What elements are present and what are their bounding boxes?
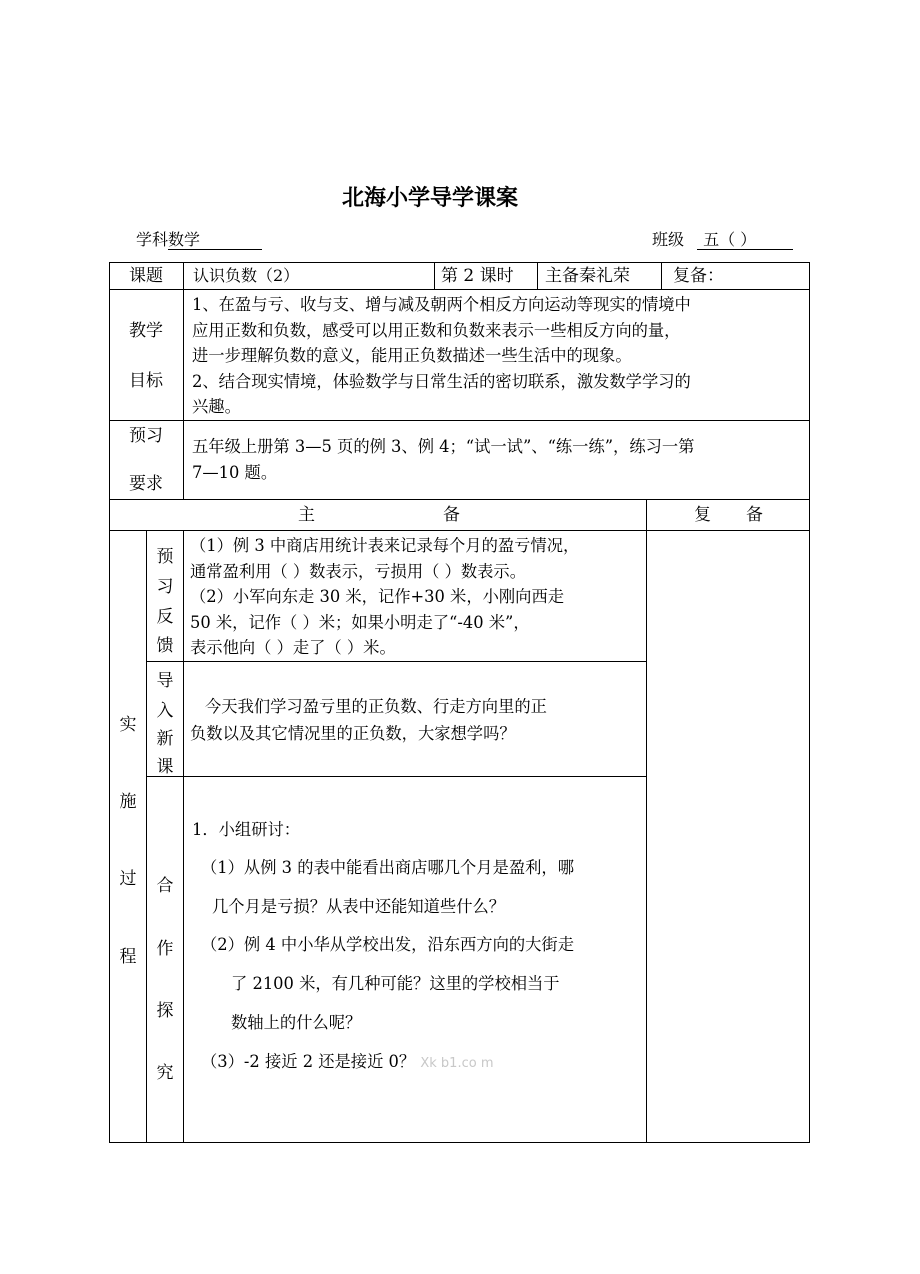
goals-label-2: 目标 xyxy=(129,371,163,391)
explore-heading: 1．小组研讨： xyxy=(192,820,301,839)
col-divider xyxy=(537,262,538,289)
review-prep-header-1: 复 xyxy=(694,505,711,525)
col-divider xyxy=(646,499,647,1143)
process-char: 程 xyxy=(119,947,137,967)
row-divider xyxy=(109,420,810,421)
goals-label-1: 教学 xyxy=(129,321,163,341)
review-label: 复备： xyxy=(673,266,724,286)
subject-line xyxy=(136,227,262,250)
row-divider xyxy=(109,499,810,500)
feedback-text xyxy=(190,533,579,661)
feedback-line: 50 米，记作（ ）米；如果小明走了“-40 米”， xyxy=(190,612,530,632)
feedback-line: （1）例 3 中商店用统计表来记录每个月的盈亏情况， xyxy=(190,536,580,555)
goals-line: 1、在盈与亏、收与支、增与减及朝两个相反方向运动等现实的情境中 xyxy=(192,295,691,314)
class-label: 班级 xyxy=(652,230,685,249)
row-divider xyxy=(146,661,646,662)
col-divider xyxy=(146,530,147,1143)
watermark: Xk b1.co m xyxy=(420,1056,494,1071)
intro-char: 入 xyxy=(156,701,174,721)
preview-label-1: 预习 xyxy=(129,426,163,446)
row-divider xyxy=(109,530,810,531)
explore-char: 探 xyxy=(156,1001,174,1021)
col-divider xyxy=(183,530,184,1143)
process-char: 施 xyxy=(119,792,137,812)
feedback-line: 通常盈利用（ ）数表示，亏损用（ ）数表示。 xyxy=(190,561,526,581)
explore-q1-line: 几个月是亏损？从表中还能知道些什么？ xyxy=(212,897,506,916)
explore-q2-line: 数轴上的什么呢？ xyxy=(231,1013,362,1032)
goals-line: 兴趣。 xyxy=(192,397,241,416)
col-divider xyxy=(661,262,662,289)
topic-value: 认识负数（2） xyxy=(193,266,300,285)
goals-text xyxy=(192,292,691,420)
class-line xyxy=(652,227,793,250)
class-value: 五（ ） xyxy=(697,231,793,250)
intro-char: 导 xyxy=(156,671,174,691)
main-prep-header-2: 备 xyxy=(443,505,460,525)
col-divider xyxy=(183,262,184,499)
col-divider xyxy=(434,262,435,289)
main-prep-header-1: 主 xyxy=(298,505,315,525)
explore-char: 究 xyxy=(156,1063,174,1083)
explore-q2-line: （2）例 4 中小华从学校出发，沿东西方向的大街走 xyxy=(201,935,574,954)
preview-line: 7—10 题。 xyxy=(192,463,278,482)
explore-char: 作 xyxy=(156,939,174,959)
goals-line: 进一步理解负数的意义，能用正负数描述一些生活中的现象。 xyxy=(192,346,632,365)
intro-text-line: 负数以及其它情况里的正负数，大家想学吗？ xyxy=(190,724,516,743)
explore-q3-line xyxy=(201,1050,493,1076)
intro-char: 课 xyxy=(156,757,174,777)
feedback-line: （2）小军向东走 30 米，记作+30 米，小刚向西走 xyxy=(190,587,565,607)
explore-q2-line: 了 2100 米，有几种可能？这里的学校相当于 xyxy=(231,974,560,993)
feedback-char: 馈 xyxy=(156,636,174,656)
page-title: 北海小学导学课案 xyxy=(341,186,518,211)
explore-char: 合 xyxy=(156,876,174,896)
topic-label: 课题 xyxy=(129,266,163,286)
preview-text xyxy=(192,434,694,486)
goals-line: 2、结合现实情境，体验数学与日常生活的密切联系，激发数学学习的 xyxy=(192,371,691,391)
lesson-number: 第 2 课时 xyxy=(441,266,514,286)
preparer: 主备秦礼荣 xyxy=(545,266,630,286)
row-divider xyxy=(146,776,646,777)
subject-label: 学科 xyxy=(136,230,169,249)
preview-line: 五年级上册第 3—5 页的例 3、例 4；“试一试”、“练一练”，练习一第 xyxy=(192,437,695,456)
process-char: 实 xyxy=(119,715,137,735)
intro-char: 新 xyxy=(156,729,174,749)
subject-value: 数学 xyxy=(168,231,262,250)
explore-q3-text: （3）-2 接近 2 还是接近 0？ xyxy=(201,1052,416,1071)
feedback-line: 表示他向（ ）走了（ ）米。 xyxy=(190,638,396,658)
goals-line: 应用正数和负数，感受可以用正数和负数来表示一些相反方向的量， xyxy=(192,320,681,340)
preview-label-2: 要求 xyxy=(129,474,163,494)
explore-q1-line: （1）从例 3 的表中能看出商店哪几个月是盈利，哪 xyxy=(201,858,574,877)
feedback-char: 习 xyxy=(156,577,174,597)
intro-text-line: 今天我们学习盈亏里的正负数、行走方向里的正 xyxy=(205,697,547,716)
row-divider xyxy=(109,289,810,290)
process-char: 过 xyxy=(119,869,137,889)
feedback-char: 预 xyxy=(156,547,174,567)
review-prep-header-2: 备 xyxy=(746,505,763,525)
feedback-char: 反 xyxy=(156,607,174,627)
